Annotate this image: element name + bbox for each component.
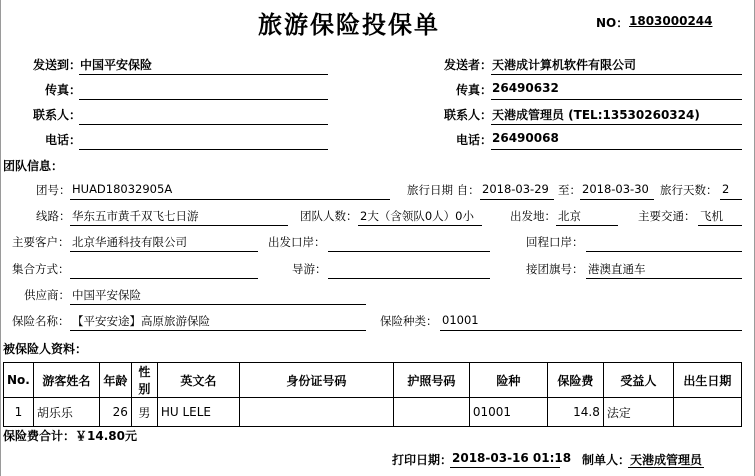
ins-type-label: 保险种类： bbox=[380, 314, 438, 328]
depart-line bbox=[556, 225, 618, 226]
team-no-label: 团号： bbox=[36, 183, 71, 197]
phone-right-value: 26490068 bbox=[492, 131, 559, 145]
print-date-value: 2018-03-16 01:18 bbox=[452, 451, 572, 465]
col-header: 保险费 bbox=[547, 363, 603, 398]
cell-id-number bbox=[239, 398, 393, 427]
insured-label: 被保险人资料： bbox=[3, 342, 88, 356]
phone-left-line bbox=[79, 149, 328, 150]
transport-label: 主要交通： bbox=[638, 209, 696, 223]
col-header: 险种 bbox=[469, 363, 547, 398]
total-value: ￥14.80元 bbox=[75, 429, 137, 443]
maker-label: 制单人： bbox=[582, 453, 631, 467]
days-value: 2 bbox=[722, 182, 730, 196]
date-to-line bbox=[580, 199, 654, 200]
col-header: 年龄 bbox=[99, 363, 131, 398]
team-no-value: HUAD18032905A bbox=[72, 182, 173, 196]
ins-type-value: 01001 bbox=[442, 313, 479, 327]
total-label: 保险费合计： bbox=[3, 429, 76, 443]
table-row bbox=[4, 398, 742, 427]
return-port-label: 回程口岸： bbox=[526, 235, 584, 249]
table-header-row bbox=[4, 363, 742, 398]
page-title: 旅游保险投保单 bbox=[258, 11, 440, 39]
col-header: 英文名 bbox=[157, 363, 239, 398]
fax-right-line bbox=[491, 99, 742, 100]
cell-no: 1 bbox=[4, 398, 34, 427]
route-line bbox=[70, 225, 288, 226]
gather-label: 集合方式： bbox=[12, 262, 70, 276]
fax-right-label: 传真： bbox=[456, 83, 493, 97]
flag-label: 接团旗号： bbox=[526, 262, 584, 276]
customer-label: 主要客户： bbox=[12, 235, 70, 249]
cell-age: 26 bbox=[99, 398, 131, 427]
guide-line bbox=[328, 278, 490, 279]
no-value: 1803000244 bbox=[629, 14, 713, 28]
ins-type-line bbox=[440, 330, 742, 331]
supplier-label: 供应商： bbox=[24, 288, 70, 302]
cell-passport bbox=[393, 398, 469, 427]
people-value: 2大（含领队0人）0小 bbox=[360, 209, 474, 223]
out-port-label: 出发口岸： bbox=[268, 235, 326, 249]
flag-line bbox=[586, 278, 742, 279]
route-value: 华东五市黄千双飞七日游 bbox=[72, 209, 199, 223]
col-header: 游客姓名 bbox=[33, 363, 99, 398]
contact-right-line bbox=[491, 124, 742, 125]
phone-left-label: 电话： bbox=[45, 133, 82, 147]
cell-gender: 男 bbox=[131, 398, 157, 427]
page-border-left bbox=[0, 0, 1, 476]
col-header: 受益人 bbox=[603, 363, 673, 398]
flag-value: 港澳直通车 bbox=[588, 262, 646, 276]
transport-value: 飞机 bbox=[700, 209, 723, 223]
fax-left-line bbox=[79, 99, 328, 100]
contact-left-line bbox=[79, 124, 328, 125]
date-from-line bbox=[480, 199, 554, 200]
contact-right-value: 天港成管理员 (TEL:13530260324) bbox=[492, 108, 700, 122]
cell-premium: 14.8 bbox=[547, 398, 603, 427]
depart-value: 北京 bbox=[558, 209, 581, 223]
to-label: 至： bbox=[558, 183, 581, 197]
fax-left-label: 传真： bbox=[45, 83, 82, 97]
phone-right-label: 电话： bbox=[456, 133, 493, 147]
team-no-line bbox=[70, 199, 390, 200]
col-header: No. bbox=[4, 363, 34, 398]
team-info-label: 团队信息： bbox=[3, 159, 64, 173]
days-label: 旅行天数： bbox=[660, 183, 718, 197]
out-port-line bbox=[328, 251, 490, 252]
people-label: 团队人数： bbox=[300, 209, 358, 223]
col-header: 身份证号码 bbox=[239, 363, 393, 398]
no-label: NO： bbox=[596, 16, 629, 30]
col-header: 性别 bbox=[131, 363, 157, 398]
date-from-value: 2018-03-29 bbox=[482, 182, 549, 196]
send-to-line bbox=[79, 74, 328, 75]
people-line bbox=[358, 225, 482, 226]
travel-date-label: 旅行日期 自： bbox=[407, 183, 480, 197]
contact-right-label: 联系人： bbox=[444, 108, 493, 122]
maker-line bbox=[628, 467, 704, 468]
cell-beneficiary: 法定 bbox=[603, 398, 673, 427]
maker-value: 天港成管理员 bbox=[630, 453, 703, 467]
supplier-line bbox=[70, 304, 366, 305]
print-date-line bbox=[450, 467, 560, 468]
sender-label: 发送者： bbox=[444, 58, 493, 72]
transport-line bbox=[698, 225, 742, 226]
ins-name-value: 【平安安途】高原旅游保险 bbox=[72, 314, 210, 328]
fax-right-value: 26490632 bbox=[492, 81, 559, 95]
send-to-label: 发送到： bbox=[33, 58, 82, 72]
gather-line bbox=[70, 278, 258, 279]
contact-left-label: 联系人： bbox=[33, 108, 82, 122]
guide-label: 导游： bbox=[292, 262, 327, 276]
phone-right-line bbox=[491, 149, 742, 150]
supplier-value: 中国平安保险 bbox=[72, 288, 141, 302]
col-header: 护照号码 bbox=[393, 363, 469, 398]
print-date-label: 打印日期： bbox=[392, 453, 453, 467]
date-to-value: 2018-03-30 bbox=[582, 182, 649, 196]
cell-name: 胡乐乐 bbox=[33, 398, 99, 427]
cell-english-name: HU LELE bbox=[157, 398, 239, 427]
sender-value: 天港成计算机软件有限公司 bbox=[492, 58, 637, 72]
send-to-value: 中国平安保险 bbox=[80, 58, 153, 72]
insured-table bbox=[3, 362, 742, 427]
sender-line bbox=[491, 74, 742, 75]
depart-label: 出发地： bbox=[510, 209, 556, 223]
ins-name-line bbox=[70, 330, 366, 331]
col-header: 出生日期 bbox=[673, 363, 741, 398]
route-label: 线路： bbox=[36, 209, 71, 223]
ins-name-label: 保险名称： bbox=[12, 314, 70, 328]
days-line bbox=[720, 199, 742, 200]
customer-value: 北京华通科技有限公司 bbox=[72, 235, 187, 249]
cell-birth-date bbox=[673, 398, 741, 427]
return-port-line bbox=[586, 251, 742, 252]
customer-line bbox=[70, 251, 258, 252]
cell-insurance-type: 01001 bbox=[469, 398, 547, 427]
